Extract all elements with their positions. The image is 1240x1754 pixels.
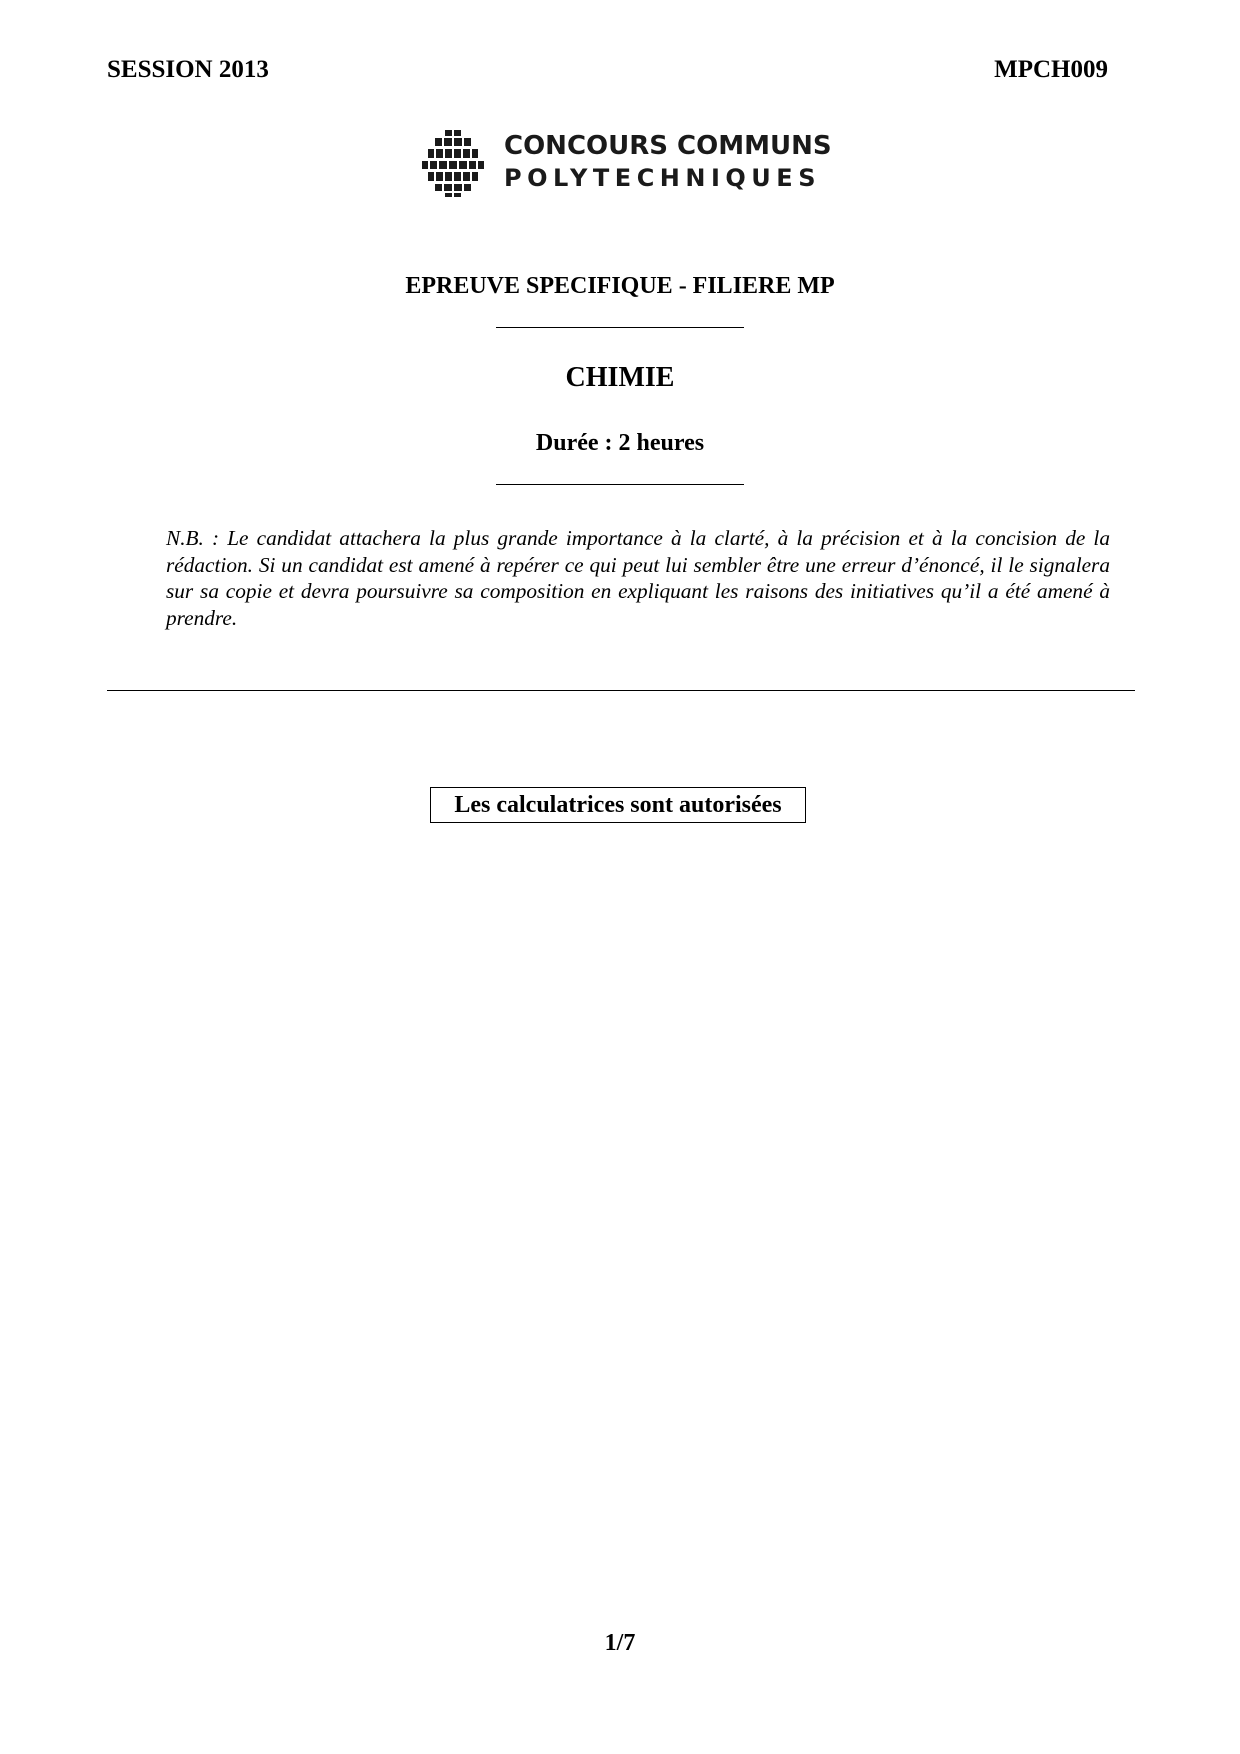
exam-subject: CHIMIE [565,362,675,393]
section-divider [107,690,1135,691]
calculators-notice: Les calculatrices sont autorisées [430,787,806,823]
session-label: SESSION 2013 [107,56,269,83]
logo-line-1: CONCOURS COMMUNS [504,131,832,161]
exam-code: MPCH009 [994,56,1108,83]
title-divider [496,327,744,328]
duration-divider [496,484,744,485]
exam-title: EPREUVE SPECIFIQUE - FILIERE MP [405,273,835,299]
exam-duration: Durée : 2 heures [535,430,705,456]
globe-grid-icon [420,128,486,198]
logo-line-2: POLYTECHNIQUES [504,164,821,192]
logo [420,128,832,198]
candidate-note: N.B. : Le candidat attachera la plus grande importance à la clarté, à la précision et à la concision de la rédaction. Si un candidat est amené à repérer ce qui peut lui sembler être une erreur d’énoncé, il le signalera sur sa copie et devra poursuivre sa composition en expliquant les raisons des initiatives qu’il a été amené à prendre. [166,526,1110,630]
page-number: 1/7 [604,1630,636,1656]
